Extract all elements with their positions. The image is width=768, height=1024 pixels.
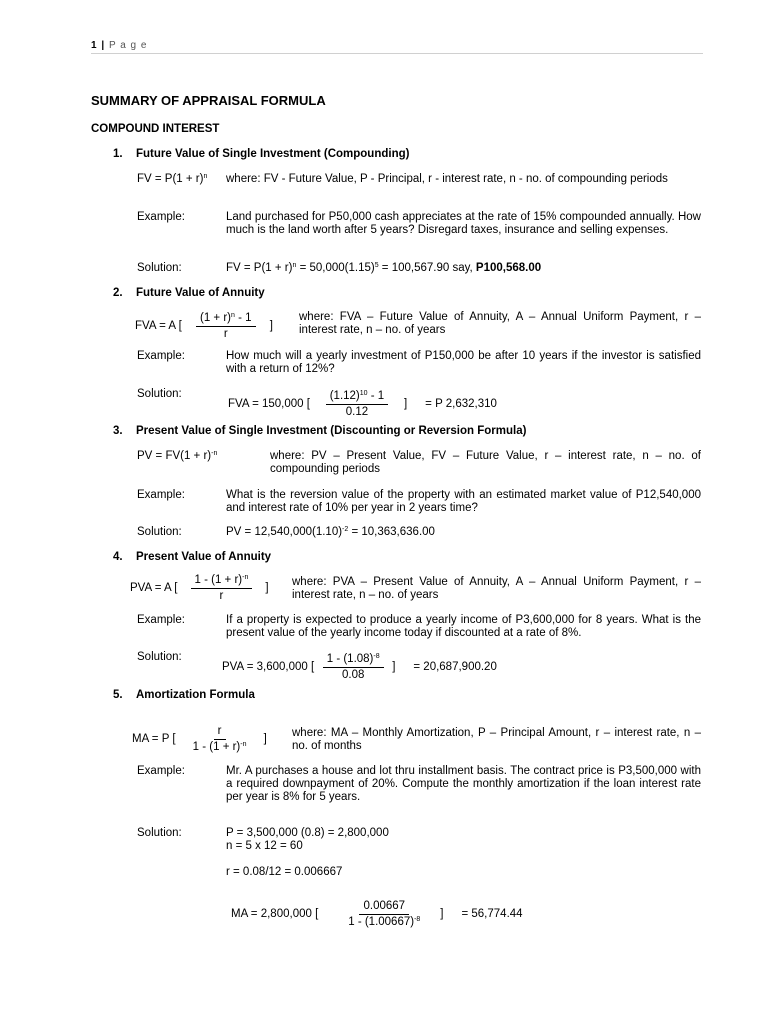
section-3-solution: PV = $12,540,000(1.10)^{-2} = 10,363,636.00$	[226, 526, 435, 538]
section-5-example: Mr. A purchases a house and lot thru installment basis. The contract price is P3,500,000 with a required downpayment of 20%. Compute the monthly amortization if the loan interest rate per year is 8% for 5 years.	[226, 765, 701, 803]
section-3-where: where: PV – Present Value, FV – Future Value, r – interest rate, n – no. of compounding periods	[270, 450, 701, 475]
section-4-solution-label: Solution:	[137, 651, 182, 663]
page-number: 1	[91, 40, 98, 51]
section-5-step-periods: n = 5 x 12 = 60	[226, 840, 303, 852]
section-1-solution: FV = $P(1 + r)^n = 50,000(1.15)^5 = 100,567.90$ say, P100,568.00	[226, 262, 542, 274]
section-2-formula: FVA = A [ $\frac{(1 + r)^n - 1}{r}$ ]	[135, 312, 273, 340]
header-divider	[91, 53, 703, 54]
section-5-heading: 5. Amortization Formula	[113, 689, 255, 701]
section-4-fraction: $\frac{1 - (1 + r)^{-n}}{r}$	[181, 574, 261, 603]
section-5-step-principal: P = 3,500,000 (0.8) = 2,800,000	[226, 827, 389, 839]
section-2-example-label: Example:	[137, 350, 185, 362]
section-5-where: where: MA – Monthly Amortization, P – Principal Amount, r – interest rate, n – no. of months	[292, 727, 701, 752]
section-5-example-label: Example:	[137, 765, 185, 777]
page-separator: |	[101, 40, 106, 51]
section-4-example-label: Example:	[137, 614, 185, 626]
section-1-example-label: Example:	[137, 211, 185, 223]
section-2-where: where: FVA – Future Value of Annuity, A – Annual Uniform Payment, r – interest rate, n – no. of years	[299, 311, 701, 336]
section-2-solution: FVA = 150,000 [ $\frac{(1.12)^{10} - 1}{0.12}$ ] = P 2,632,310	[228, 390, 497, 418]
section-4-where: where: PVA – Present Value of Annuity, A – Annual Uniform Payment, r – interest rate, n – no. of years	[292, 576, 701, 601]
page-label: P a g e	[108, 40, 148, 51]
section-5-solution-label: Solution:	[137, 827, 182, 839]
section-5-formula: MA = P [ $\frac{r}{1 - (1 + r)^{-n}}$ ]	[132, 725, 267, 753]
section-3-formula: PV = $FV(1 + r)^{-n}$	[137, 450, 218, 462]
section-5-fraction: $\frac{r}{1 - (1 + r)^{-n}}$	[192, 725, 247, 753]
section-1-solution-label: Solution:	[137, 262, 182, 274]
section-4-example: If a property is expected to produce a yearly income of P3,600,000 for 8 years. What is the present value of the yearly income today if discounted at a rate of 8%.	[226, 614, 701, 639]
section-2-example: How much will a yearly investment of P150,000 be after 10 years if the investor is satisfied with a return of 12%?	[226, 350, 701, 375]
section-3-solution-label: Solution:	[137, 526, 182, 538]
section-5-step-rate: r = 0.08/12 = 0.006667	[226, 866, 343, 878]
section-3-heading: 3. Present Value of Single Investment (Discounting or Reversion Formula)	[113, 425, 527, 437]
section-1-formula: FV = $P(1 + r)^n$	[137, 173, 208, 185]
page-header	[91, 39, 147, 52]
section-1-where: where: FV - Future Value, P - Principal, r - interest rate, n - no. of compounding periods	[226, 173, 668, 185]
section-5-solution-fraction: $\frac{0.00667}{1 - (1.00667)^{-8}}$	[348, 900, 421, 928]
section-5-solution: MA = 2,800,000 [ $\frac{0.00667}{1 - (1.00667)^{-8}}$ ] = 56,774.44	[231, 900, 523, 928]
section-3-where-block	[226, 450, 701, 476]
section-4-heading: 4. Present Value of Annuity	[113, 551, 272, 563]
section-2-fraction: $\frac{(1 + r)^n - 1}{r}$	[186, 312, 266, 341]
section-2-solution-fraction: $\frac{(1.12)^{10} - 1}{0.12}$	[314, 390, 400, 419]
section-3-example: What is the reversion value of the property with an estimated market value of P12,540,000 and interest rate of 10% per year in 2 years time?	[226, 489, 701, 514]
section-subtitle: COMPOUND INTEREST	[91, 123, 220, 135]
section-1-heading: 1. Future Value of Single Investment (Compounding)	[113, 148, 410, 160]
section-1-example: Land purchased for P50,000 cash appreciates at the rate of 15% compounded annually. How much is the land worth after 5 years? Disregard taxes, insurance and selling expenses.	[226, 211, 701, 236]
section-2-heading: 2. Future Value of Annuity	[113, 287, 265, 299]
section-4-solution: PVA = 3,600,000 [ $\frac{1 - (1.08)^{-8}}{0.08}$ ] = 20,687,900.20	[222, 653, 497, 681]
section-3-example-label: Example:	[137, 489, 185, 501]
document-title: SUMMARY OF APPRAISAL FORMULA	[91, 93, 326, 108]
section-4-solution-fraction: $\frac{1 - (1.08)^{-8}}{0.08}$	[318, 653, 388, 682]
section-2-solution-label: Solution:	[137, 388, 182, 400]
section-4-formula: PVA = A [ $\frac{1 - (1 + r)^{-n}}{r}$ ]	[130, 574, 269, 602]
